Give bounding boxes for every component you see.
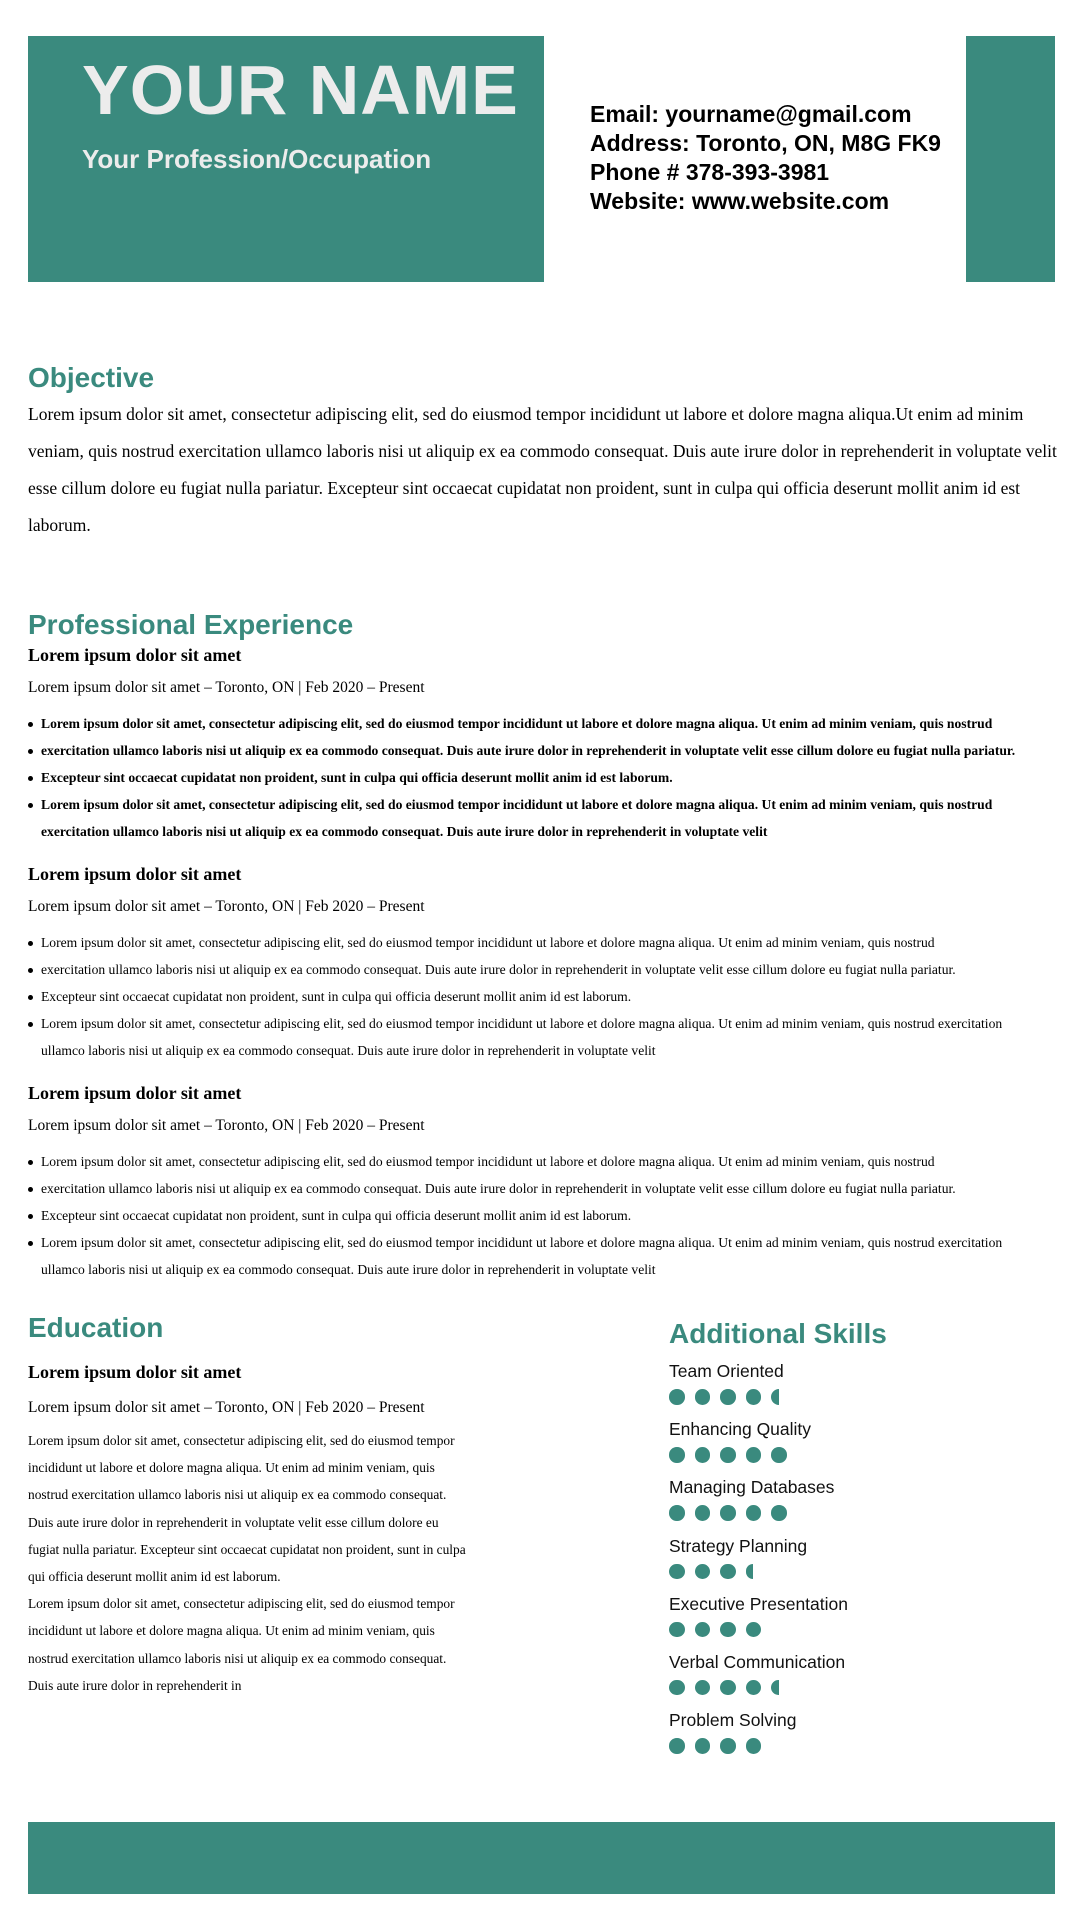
rating-dot: [746, 1447, 762, 1463]
job-bullets: [28, 1148, 1068, 1283]
job-entry: [28, 859, 1068, 1064]
skill-name: Verbal Communication: [669, 1651, 846, 1672]
rating-dot: [695, 1738, 711, 1754]
contact-website: Website: www.website.com: [590, 188, 890, 214]
job-bullet: Excepteur sint occaecat cupidatat non proident, sunt in culpa qui officia deserunt mollit anim id est laborum.: [28, 1202, 1068, 1229]
education-meta: Lorem ipsum dolor sit amet – Toronto, ON | Feb 2020 – Present: [28, 1399, 425, 1416]
skill-rating: [669, 1622, 1049, 1638]
rating-half-dot: [771, 1389, 779, 1405]
objective-text: Lorem ipsum dolor sit amet, consectetur adipiscing elit, sed do eiusmod tempor incididunt ut labore et dolore magna aliqua.Ut enim ad minim veniam, quis nostrud exercitation ullamco laboris nisi ut aliquip ex ea commodo consequat. Duis aute irure dolor in reprehenderit in voluptate velit esse cillum dolore eu fugiat nulla pariatur. Excepteur sint occaecat cupidatat non proident, sunt in culpa qui officia deserunt mollit anim id est laborum.: [28, 404, 1057, 535]
rating-dot: [746, 1505, 762, 1521]
rating-dot: [746, 1622, 762, 1638]
contact-phone: Phone # 378-393-3981: [590, 159, 830, 185]
skill-name: Problem Solving: [669, 1710, 797, 1731]
job-meta: Lorem ipsum dolor sit amet – Toronto, ON | Feb 2020 – Present: [28, 1117, 425, 1134]
contact-block: [590, 100, 941, 216]
rating-half-dot: [746, 1564, 754, 1580]
skill-item: [669, 1474, 1049, 1532]
job-bullet: Lorem ipsum dolor sit amet, consectetur adipiscing elit, sed do eiusmod tempor incididunt ut labore et dolore magna aliqua. Ut enim ad minim veniam, quis nostrud exercitation ullamco laboris nisi ut aliquip ex ea commodo consequat. Duis aute irure dolor in reprehenderit in voluptate velit: [28, 1229, 1028, 1283]
job-bullet: Lorem ipsum dolor sit amet, consectetur adipiscing elit, sed do eiusmod tempor incididunt ut labore et dolore magna aliqua. Ut enim ad minim veniam, quis nostrud exercitation ullamco laboris nisi ut aliquip ex ea commodo consequat. Duis aute irure dolor in reprehenderit in voluptate velit: [28, 1010, 1028, 1064]
resume-name: YOUR NAME: [82, 51, 519, 129]
job-meta: Lorem ipsum dolor sit amet – Toronto, ON | Feb 2020 – Present: [28, 679, 425, 696]
rating-dot: [771, 1447, 787, 1463]
job-bullets: [28, 710, 1068, 845]
rating-dot: [746, 1738, 762, 1754]
contact-email: Email: yourname@gmail.com: [590, 101, 912, 127]
header-side-block: [966, 36, 1055, 282]
footer-bar: [28, 1822, 1055, 1894]
rating-dot: [669, 1389, 685, 1405]
job-bullet: Excepteur sint occaecat cupidatat non proident, sunt in culpa qui officia deserunt mollit anim id est laborum.: [28, 983, 1068, 1010]
rating-dot: [720, 1680, 736, 1696]
job-bullet: Lorem ipsum dolor sit amet, consectetur adipiscing elit, sed do eiusmod tempor incididunt ut labore et dolore magna aliqua. Ut enim ad minim veniam, quis nostrud: [28, 710, 1068, 737]
rating-dot: [695, 1389, 711, 1405]
rating-dot: [669, 1680, 685, 1696]
rating-dot: [669, 1564, 685, 1580]
rating-dot: [695, 1622, 711, 1638]
job-bullet: exercitation ullamco laboris nisi ut aliquip ex ea commodo consequat. Duis aute irure dolor in reprehenderit in voluptate velit esse cillum dolore eu fugiat nulla pariatur.: [28, 1175, 1068, 1202]
rating-half-dot: [771, 1680, 779, 1696]
experience-heading: Professional Experience: [28, 609, 354, 640]
job-title: Lorem ipsum dolor sit amet: [28, 864, 242, 884]
rating-dot: [695, 1564, 711, 1580]
skills-list: [669, 1358, 1049, 1765]
rating-dot: [720, 1622, 736, 1638]
job-title: Lorem ipsum dolor sit amet: [28, 645, 242, 665]
education-paragraph: Lorem ipsum dolor sit amet, consectetur adipiscing elit, sed do eiusmod tempor incididunt ut labore et dolore magna aliqua. Ut enim ad minim veniam, quis nostrud exercitation ullamco laboris nisi ut aliquip ex ea commodo consequat. Duis aute irure dolor in reprehenderit in: [28, 1596, 455, 1693]
rating-dot: [669, 1738, 685, 1754]
skill-name: Executive Presentation: [669, 1593, 848, 1614]
rating-dot: [669, 1447, 685, 1463]
contact-address: Address: Toronto, ON, M8G FK9: [590, 130, 941, 156]
education-degree: Lorem ipsum dolor sit amet: [28, 1362, 242, 1382]
resume-profession: Your Profession/Occupation: [82, 144, 432, 174]
rating-dot: [720, 1564, 736, 1580]
skill-rating: [669, 1738, 1049, 1754]
rating-dot: [695, 1505, 711, 1521]
objective-heading: Objective: [28, 362, 155, 393]
skills-heading: Additional Skills: [669, 1318, 887, 1349]
rating-dot: [669, 1505, 685, 1521]
skill-item: [669, 1707, 1049, 1765]
rating-dot: [720, 1447, 736, 1463]
job-meta: Lorem ipsum dolor sit amet – Toronto, ON | Feb 2020 – Present: [28, 898, 425, 915]
rating-dot: [771, 1505, 787, 1521]
rating-dot: [695, 1680, 711, 1696]
job-bullets: [28, 929, 1068, 1064]
job-entry: [28, 1078, 1068, 1283]
job-title: Lorem ipsum dolor sit amet: [28, 1083, 242, 1103]
skill-rating: [669, 1447, 1049, 1463]
rating-dot: [720, 1738, 736, 1754]
rating-dot: [746, 1680, 762, 1696]
rating-dot: [695, 1447, 711, 1463]
job-bullet: exercitation ullamco laboris nisi ut aliquip ex ea commodo consequat. Duis aute irure dolor in reprehenderit in voluptate velit esse cillum dolore eu fugiat nulla pariatur.: [28, 956, 1068, 983]
job-entry: [28, 640, 1068, 845]
skill-rating: [669, 1389, 1049, 1405]
skill-rating: [669, 1680, 1049, 1696]
skill-rating: [669, 1564, 1049, 1580]
rating-dot: [720, 1389, 736, 1405]
job-bullet: Excepteur sint occaecat cupidatat non proident, sunt in culpa qui officia deserunt mollit anim id est laborum.: [28, 764, 1068, 791]
job-bullet: Lorem ipsum dolor sit amet, consectetur adipiscing elit, sed do eiusmod tempor incididunt ut labore et dolore magna aliqua. Ut enim ad minim veniam, quis nostrud: [28, 929, 1068, 956]
job-bullet: Lorem ipsum dolor sit amet, consectetur adipiscing elit, sed do eiusmod tempor incididunt ut labore et dolore magna aliqua. Ut enim ad minim veniam, quis nostrud: [28, 1148, 1068, 1175]
skill-name: Team Oriented: [669, 1361, 784, 1381]
rating-dot: [669, 1622, 685, 1638]
skill-item: [669, 1533, 1049, 1591]
education-paragraph: Lorem ipsum dolor sit amet, consectetur adipiscing elit, sed do eiusmod tempor incididunt ut labore et dolore magna aliqua. Ut enim ad minim veniam, quis nostrud exercitation ullamco laboris nisi ut aliquip ex ea commodo consequat. Duis aute irure dolor in reprehenderit in voluptate velit esse cillum dolore eu fugiat nulla pariatur. Excepteur sint occaecat cupidatat non proident, sunt in culpa qui officia deserunt mollit anim id est laborum.: [28, 1433, 466, 1585]
job-bullet: exercitation ullamco laboris nisi ut aliquip ex ea commodo consequat. Duis aute irure dolor in reprehenderit in voluptate velit esse cillum dolore eu fugiat nulla pariatur.: [28, 737, 1068, 764]
education-description: [28, 1427, 468, 1699]
rating-dot: [720, 1505, 736, 1521]
skill-item: [669, 1358, 1049, 1416]
skill-item: [669, 1591, 1049, 1649]
skill-rating: [669, 1505, 1049, 1521]
skill-name: Managing Databases: [669, 1477, 835, 1498]
skill-name: Strategy Planning: [669, 1535, 808, 1556]
education-heading: Education: [28, 1312, 164, 1343]
job-bullet: Lorem ipsum dolor sit amet, consectetur adipiscing elit, sed do eiusmod tempor incididunt ut labore et dolore magna aliqua. Ut enim ad minim veniam, quis nostrud exercitation ullamco laboris nisi ut aliquip ex ea commodo consequat. Duis aute irure dolor in reprehenderit in voluptate velit: [28, 791, 1028, 845]
skill-name: Enhancing Quality: [669, 1419, 812, 1440]
skill-item: [669, 1649, 1049, 1707]
skill-item: [669, 1416, 1049, 1474]
rating-dot: [746, 1389, 762, 1405]
